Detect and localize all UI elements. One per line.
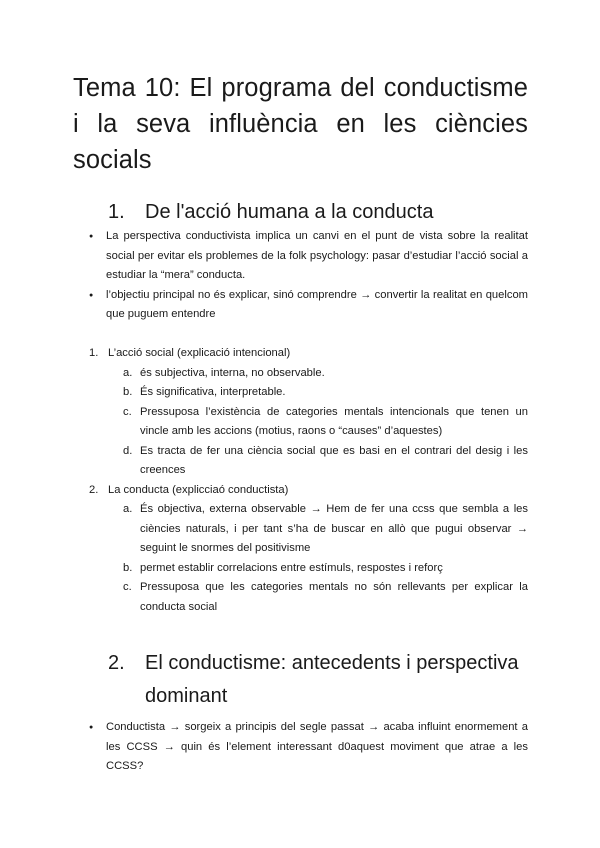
list-marker: 2. — [89, 483, 99, 496]
sub-list-text: És significativa, interpretable. — [140, 386, 286, 398]
list-marker: 1. — [89, 347, 99, 359]
section-1-bullets — [73, 227, 528, 325]
sub-list-text: permet establir correlacions entre estímuls, respostes i reforç — [140, 561, 443, 574]
section-title-wrap — [145, 647, 519, 713]
section-heading-1 — [108, 196, 433, 229]
section-title-line-2: dominant — [145, 685, 228, 707]
section-2-bullets — [73, 718, 528, 777]
sub-list-item — [89, 364, 528, 384]
sub-list-text: Pressuposa que les categories mentals no són rellevants per explicar la conducta social — [140, 581, 528, 613]
list-item — [89, 344, 528, 364]
document-title: Tema 10: El programa del conductisme i la seva influència en les ciències socials — [73, 74, 528, 174]
list-item — [89, 481, 528, 501]
list-item-text: L’acció social (explicació intencional) — [108, 347, 291, 359]
section-title: De l'acció humana a la conducta — [145, 201, 434, 223]
sub-list-marker: d. — [123, 444, 133, 457]
section-number: 2. — [108, 652, 125, 674]
sub-list-item — [89, 442, 528, 481]
sub-list-marker: c. — [123, 581, 132, 593]
sub-list-marker: a. — [123, 503, 133, 515]
section-number: 1. — [108, 201, 125, 223]
bullet-item: ● La perspectiva conductivista implica un canvi en el punt de vista sobre la realitat social per evitar els problemes de la folk psychology: pasar d’estudiar l’acció social a estudiar la “mera” conducta. — [73, 227, 528, 286]
sub-list-text: Es tracta de fer una ciència social que es basi en el contrari del desig i les creences — [140, 444, 528, 476]
sub-list-text: Pressuposa l’existència de categories mentals intencionals que tenen un vincle amb les accions (motius, raons o “causes” d’aquestes) — [140, 405, 528, 437]
sub-list-item — [89, 500, 528, 559]
bullet-item: ● l’objectiu principal no és explicar, sinó comprendre → convertir la realitat en quelcom que puguem entendre — [73, 286, 528, 325]
list-item-text: La conducta (explicciaó conductista) — [108, 483, 289, 496]
section-title-line-1: El conductisme: antecedents i perspectiva — [145, 652, 519, 674]
sub-list-item — [89, 559, 528, 579]
sub-list-marker: b. — [123, 386, 133, 398]
sub-list-marker: b. — [123, 561, 133, 574]
sub-list-item — [89, 578, 528, 617]
section-heading-2 — [108, 647, 519, 713]
bullet-item: ● Conductista → sorgeix a principis del segle passat → acaba influint enormement a les CCSS → quin és l’element interessant d0aquest moviment que atrae a les CCSS? — [73, 718, 528, 777]
sub-list-item — [89, 403, 528, 442]
sub-list-marker: a. — [123, 366, 133, 379]
sub-list-text: és subjectiva, interna, no observable. — [140, 366, 325, 379]
sub-list-text: És objectiva, externa observable → Hem de fer una ccss que sembla a les ciències naturals, i per tant s’ha de buscar en allò que pugui observar → seguint le snormes del positivisme — [140, 503, 528, 554]
sub-list-marker: c. — [123, 405, 132, 418]
section-1-numbered-list — [89, 344, 528, 617]
sub-list-item — [89, 383, 528, 403]
